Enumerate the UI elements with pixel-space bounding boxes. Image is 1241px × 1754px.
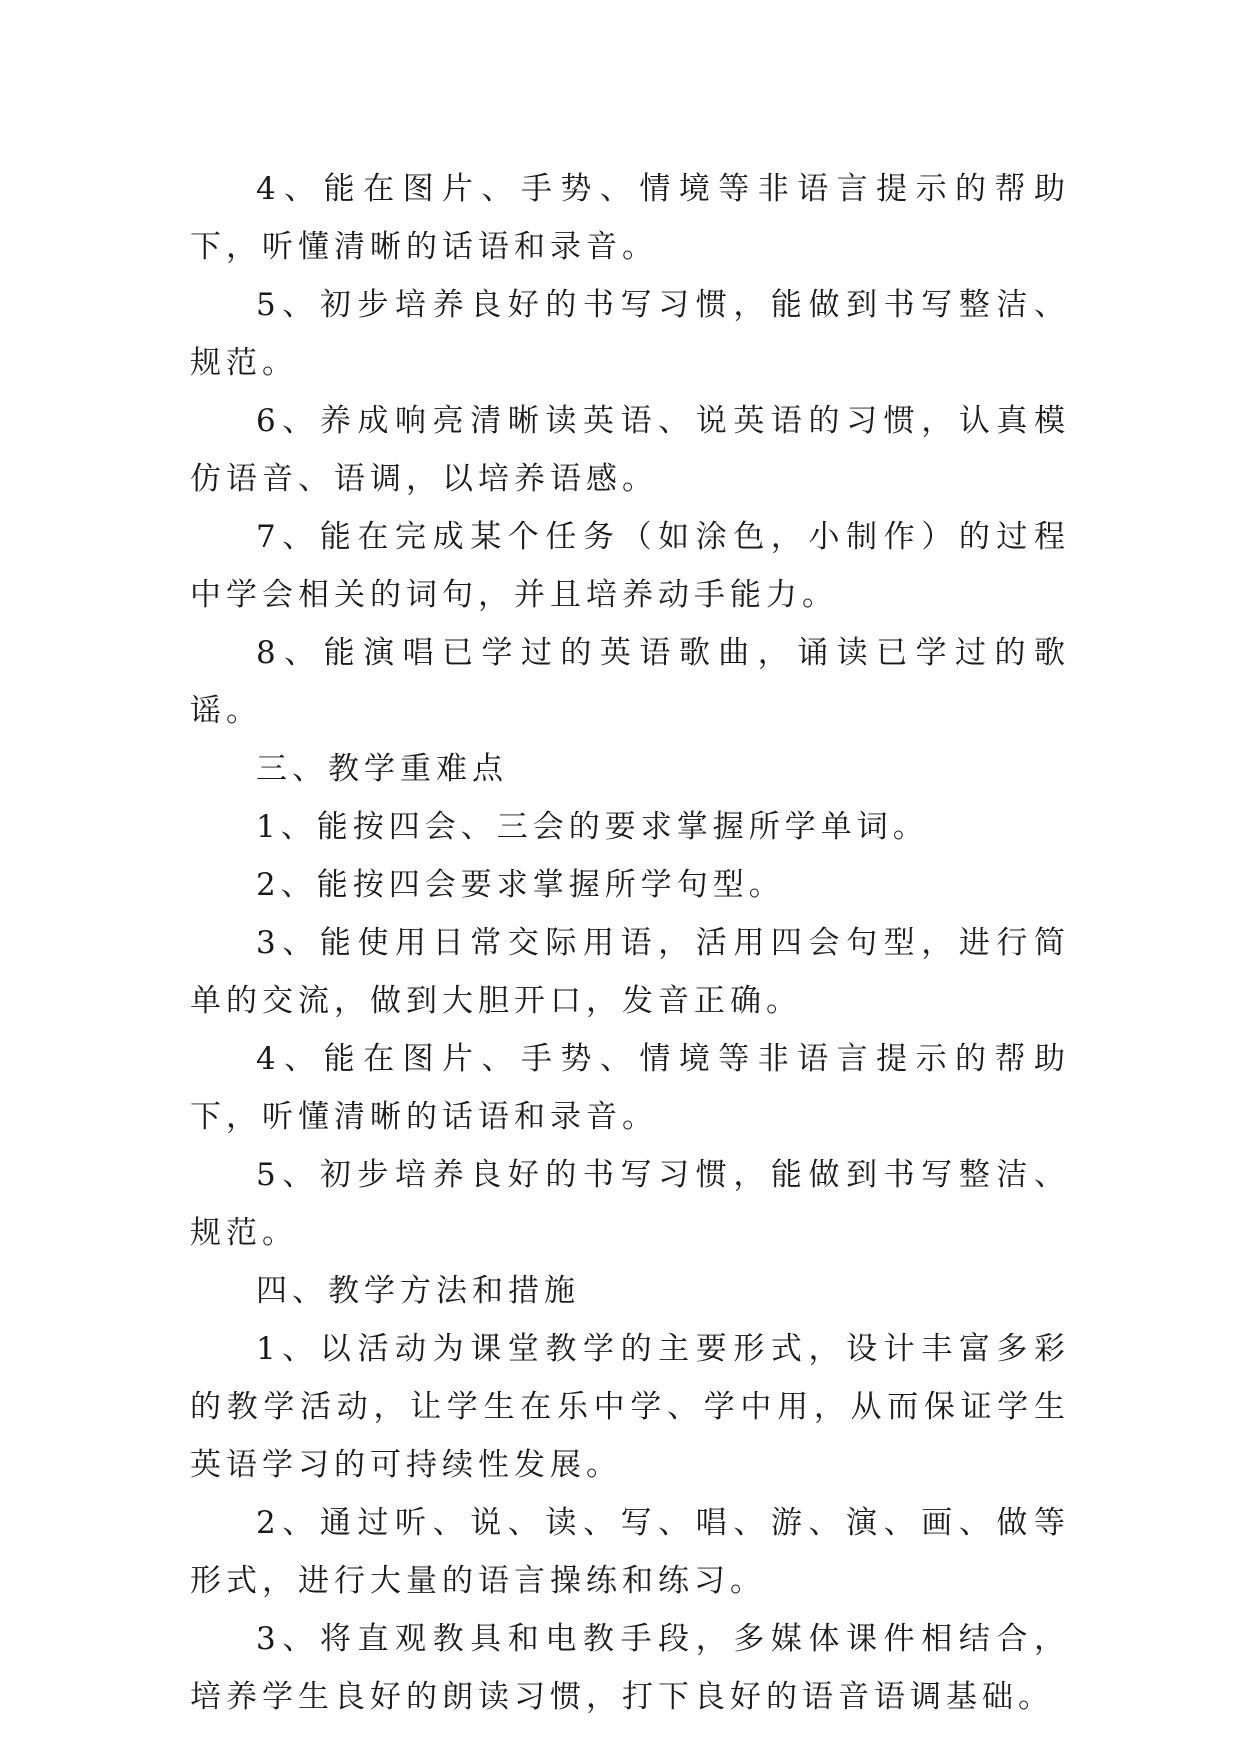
paragraph-key-point-4: 4、能在图片、手势、情境等非语言提示的帮助下，听懂清晰的话语和录音。 — [190, 1041, 1070, 1135]
paragraph-key-point-2: 2、能按四会要求掌握所学句型。 — [256, 867, 785, 903]
paragraph-key-point-3: 3、能使用日常交际用语，活用四会句型，进行简单的交流，做到大胆开口，发音正确。 — [190, 925, 1070, 1019]
section-heading-key-points: 三、教学重难点 — [256, 751, 508, 787]
paragraph-objective-6: 6、养成响亮清晰读英语、说英语的习惯，认真模仿语音、语调，以培养语感。 — [190, 403, 1070, 497]
paragraph-method-1: 1、以活动为课堂教学的主要形式，设计丰富多彩的教学活动，让学生在乐中学、学中用，从而保证学生英语学习的可持续性发展。 — [190, 1331, 1070, 1483]
paragraph-objective-4: 4、能在图片、手势、情境等非语言提示的帮助下，听懂清晰的话语和录音。 — [190, 171, 1070, 265]
paragraph-key-point-1: 1、能按四会、三会的要求掌握所学单词。 — [256, 809, 929, 845]
document-body — [190, 160, 1070, 1726]
paragraph-method-3: 3、将直观教具和电教手段，多媒体课件相结合，培养学生良好的朗读习惯，打下良好的语音语调基础。 — [190, 1621, 1070, 1715]
paragraph-objective-7: 7、能在完成某个任务（如涂色，小制作）的过程中学会相关的词句，并且培养动手能力。 — [190, 519, 1070, 613]
paragraph-key-point-5: 5、初步培养良好的书写习惯，能做到书写整洁、规范。 — [190, 1157, 1070, 1251]
paragraph-objective-5: 5、初步培养良好的书写习惯，能做到书写整洁、规范。 — [190, 287, 1070, 381]
paragraph-method-2: 2、通过听、说、读、写、唱、游、演、画、做等形式，进行大量的语言操练和练习。 — [190, 1505, 1070, 1599]
section-heading-methods: 四、教学方法和措施 — [256, 1273, 580, 1309]
paragraph-objective-8: 8、能演唱已学过的英语歌曲，诵读已学过的歌谣。 — [190, 635, 1070, 729]
